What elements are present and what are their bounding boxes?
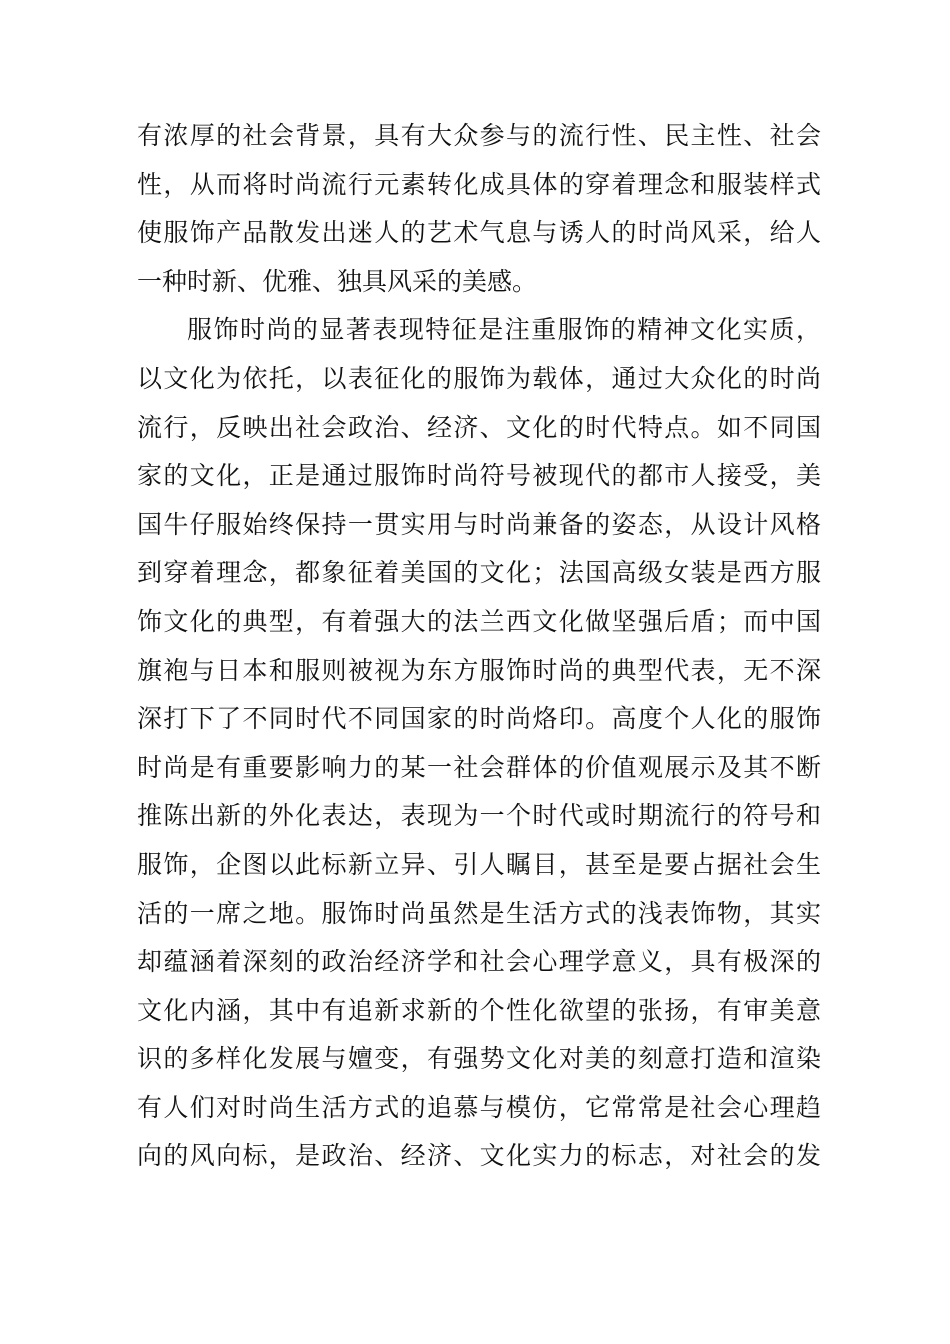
text-line: 性，从而将时尚流行元素转化成具体的穿着理念和服装样式 [137, 169, 821, 199]
text-line: 到穿着理念，都象征着美国的文化；法国高级女装是西方服 [137, 558, 821, 588]
text-line: 文化内涵，其中有追新求新的个性化欲望的张扬，有审美意 [137, 995, 821, 1025]
text-line: 流行，反映出社会政治、经济、文化的时代特点。如不同国 [137, 412, 821, 442]
text-line: 旗袍与日本和服则被视为东方服饰时尚的典型代表，无不深 [137, 655, 821, 685]
text-line: 国牛仔服始终保持一贯实用与时尚兼备的姿态，从设计风格 [137, 509, 821, 539]
text-line: 服饰时尚的显著表现特征是注重服饰的精神文化实质， [187, 315, 821, 345]
text-line: 识的多样化发展与嬗变，有强势文化对美的刻意打造和渲染 [137, 1044, 821, 1074]
text-line: 服饰，企图以此标新立异、引人瞩目，甚至是要占据社会生 [137, 849, 821, 879]
body-text [137, 112, 821, 1181]
text-line: 使服饰产品散发出迷人的艺术气息与诱人的时尚风采，给人 [137, 218, 821, 248]
text-line: 时尚是有重要影响力的某一社会群体的价值观展示及其不断 [137, 752, 821, 782]
text-line: 以文化为依托，以表征化的服饰为载体，通过大众化的时尚 [137, 363, 821, 393]
text-line: 活的一席之地。服饰时尚虽然是生活方式的浅表饰物，其实 [137, 898, 821, 928]
text-line: 有浓厚的社会背景，具有大众参与的流行性、民主性、社会 [137, 121, 821, 150]
text-line: 深打下了不同时代不同国家的时尚烙印。高度个人化的服饰 [137, 704, 821, 734]
text-line: 饰文化的典型，有着强大的法兰西文化做坚强后盾；而中国 [137, 606, 821, 636]
text-line: 家的文化，正是通过服饰时尚符号被现代的都市人接受，美 [137, 461, 821, 491]
text-line: 推陈出新的外化表达，表现为一个时代或时期流行的符号和 [137, 801, 821, 831]
text-line: 有人们对时尚生活方式的追慕与模仿，它常常是社会心理趋 [137, 1092, 821, 1122]
text-line: 向的风向标，是政治、经济、文化实力的标志，对社会的发 [137, 1141, 821, 1171]
text-line: 却蕴涵着深刻的政治经济学和社会心理学意义，具有极深的 [137, 947, 821, 977]
text-line: 一种时新、优雅、独具风采的美感。 [137, 266, 538, 296]
